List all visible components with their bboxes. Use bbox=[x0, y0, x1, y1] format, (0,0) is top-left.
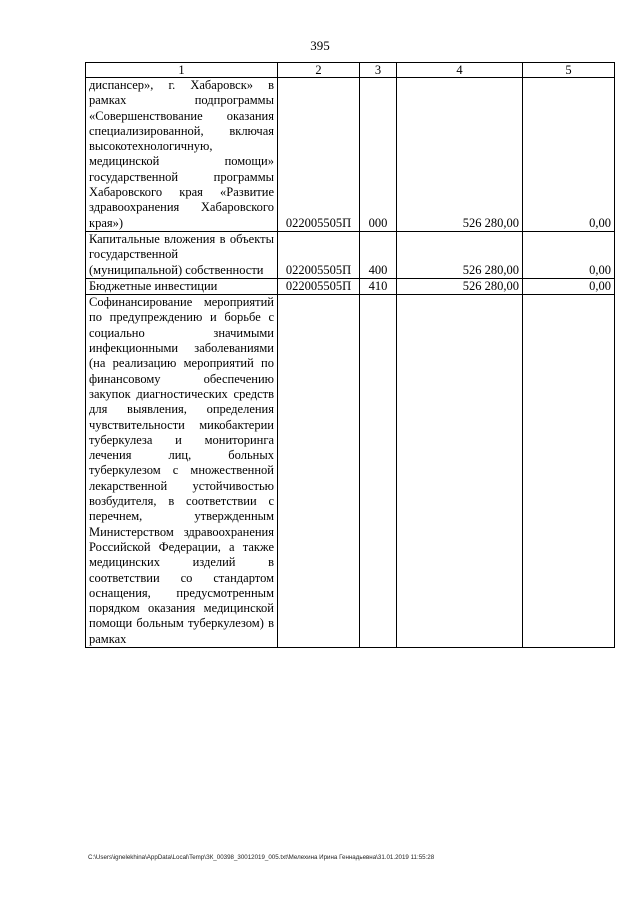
column-header-2: 2 bbox=[278, 63, 360, 78]
row-sum-2 bbox=[523, 295, 615, 648]
column-header-4: 4 bbox=[397, 63, 523, 78]
row-expense-type: 400 bbox=[360, 231, 397, 278]
row-name: диспансер», г. Хабаровск» в рамках подпрограммы «Совершенствование оказания специализированной, включая высокотехнологичную, медицинской помощи» государственной программы Хабаровского края «Развитие здравоохранения Хабаровского края») bbox=[86, 78, 278, 232]
row-name: Бюджетные инвестиции bbox=[86, 278, 278, 294]
table-row bbox=[86, 78, 615, 232]
page-number: 395 bbox=[310, 38, 330, 53]
row-sum-2: 0,00 bbox=[523, 231, 615, 278]
row-sum: 526 280,00 bbox=[397, 231, 523, 278]
row-sum-2: 0,00 bbox=[523, 278, 615, 294]
column-header-3: 3 bbox=[360, 63, 397, 78]
row-code: 022005505П bbox=[278, 278, 360, 294]
row-expense-type: 410 bbox=[360, 278, 397, 294]
column-header-1: 1 bbox=[86, 63, 278, 78]
row-expense-type bbox=[360, 295, 397, 648]
column-header-5: 5 bbox=[523, 63, 615, 78]
row-code bbox=[278, 295, 360, 648]
row-sum-2: 0,00 bbox=[523, 78, 615, 232]
table-row bbox=[86, 231, 615, 278]
row-sum: 526 280,00 bbox=[397, 278, 523, 294]
row-name: Софинансирование мероприятий по предупреждению и борьбе с социально значимыми инфекционными заболеваниями (на реализацию мероприятий по финансовому обеспечению закупок диагностических средств для выявления, определения чувствительности микобактерии туберкулеза и мониторинга лечения лиц, больных туберкулезом с множественной лекарственной устойчивостью возбудителя, в соответствии с перечнем, утвержденным Министерством здравоохранения Российской Федерации, а также медицинских изделий в соответствии со стандартом оснащения, предусмотренным порядком оказания медицинской помощи больным туберкулезом) в рамках bbox=[86, 295, 278, 648]
table-row bbox=[86, 295, 615, 648]
row-code: 022005505П bbox=[278, 231, 360, 278]
row-expense-type: 000 bbox=[360, 78, 397, 232]
budget-table bbox=[85, 62, 615, 648]
table-row bbox=[86, 278, 615, 294]
file-path-footer: C:\Users\ignelekhina\AppData\Local\Temp\ЗК_00398_30012019_005.txt\Мелехина Ирина Геннадьевна\31.01.2019 11:55:28 bbox=[88, 854, 435, 861]
row-sum bbox=[397, 295, 523, 648]
row-sum: 526 280,00 bbox=[397, 78, 523, 232]
header-row bbox=[86, 63, 615, 78]
row-code: 022005505П bbox=[278, 78, 360, 232]
row-name: Капитальные вложения в объекты государственной (муниципальной) собственности bbox=[86, 231, 278, 278]
